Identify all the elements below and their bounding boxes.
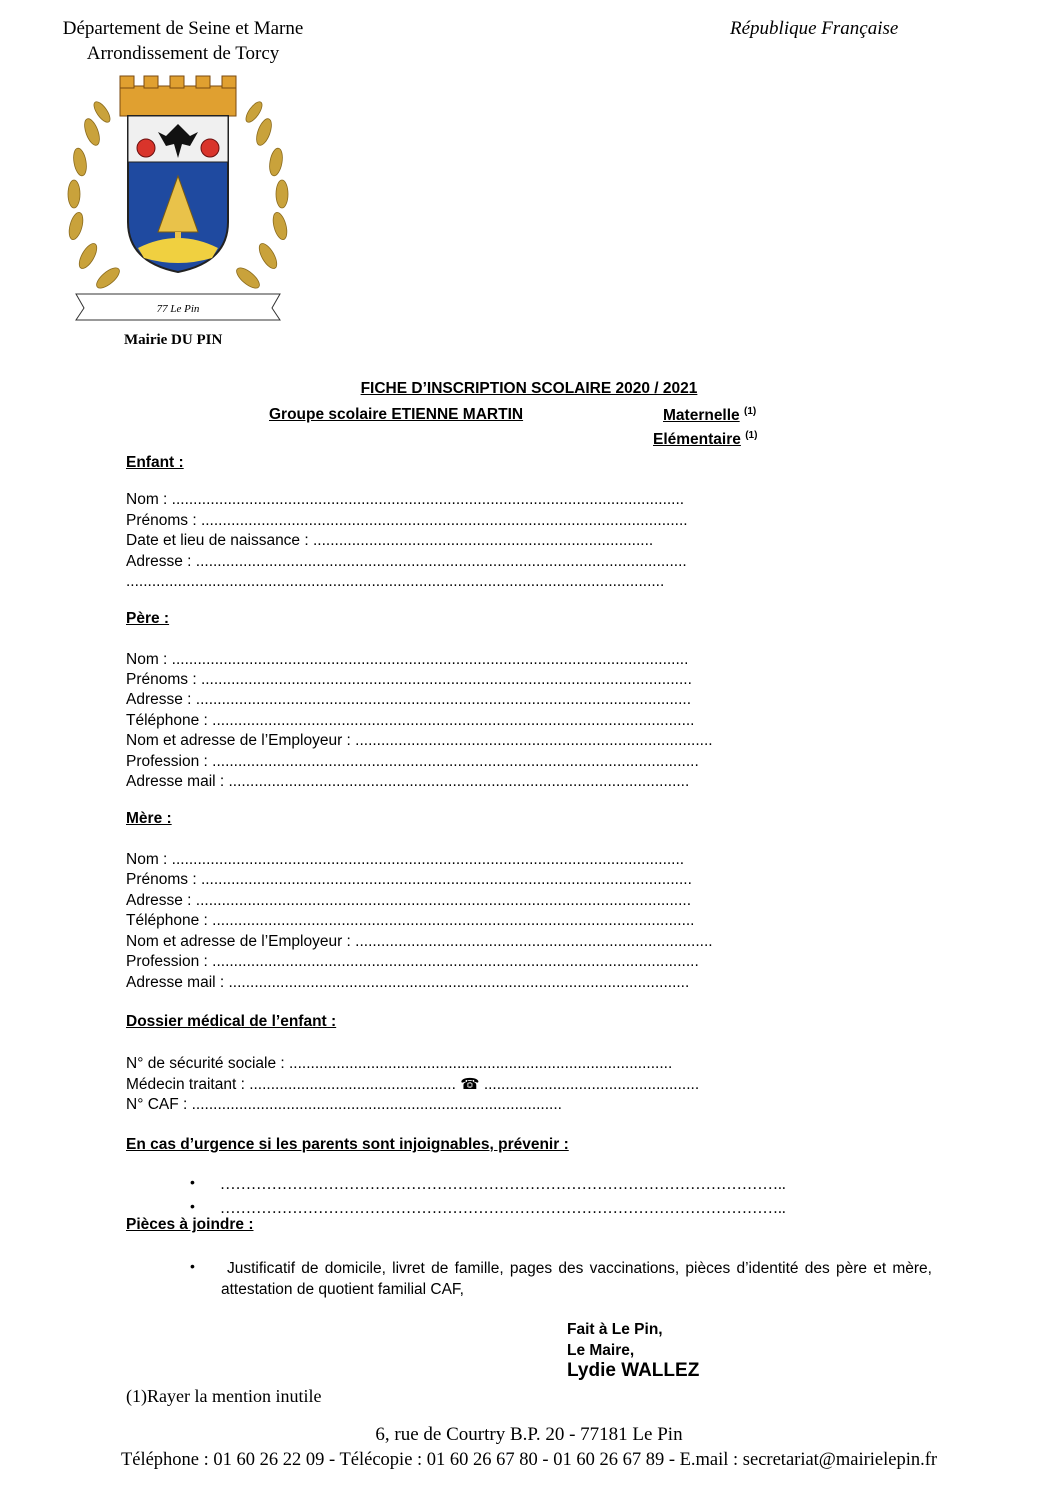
crest-logo [62, 72, 294, 322]
signature-name: Lydie WALLEZ [567, 1360, 700, 1381]
mere-mail-field[interactable]: Adresse mail : ........................................................................................................... [126, 974, 690, 991]
pere-employeur-field[interactable]: Nom et adresse de l’Employeur : ................................................................................... [126, 732, 713, 749]
caf-field[interactable]: N° CAF : ...................................................................................... [126, 1096, 562, 1113]
mere-telephone-field[interactable]: Téléphone : ................................................................................................................ [126, 912, 695, 929]
elementaire-option: Elémentaire $^{(1)}$ [653, 430, 758, 449]
pere-prenoms-field[interactable]: Prénoms : .................................................................................................................. [126, 671, 692, 688]
mere-adresse-field[interactable]: Adresse : ................................................................................................................... [126, 892, 692, 909]
footnote-mark: (1) [743, 406, 757, 417]
footer-contact: Téléphone : 01 60 26 22 09 - Télécopie : 01 60 26 67 80 - 01 60 26 67 89 - E.mail : secretariat@mairielepin.fr [120, 1450, 938, 1470]
school-group: Groupe scolaire ETIENNE MARTIN [269, 406, 524, 423]
section-enfant: Enfant : [126, 454, 184, 471]
bullet: • [190, 1198, 195, 1214]
pieces-list: Justificatif de domicile, livret de famille, pages des vaccinations, pièces d’identité des père et mère, attestation de quotient familial CAF, [221, 1260, 932, 1298]
section-urgence: En cas d’urgence si les parents sont injoignables, prévenir : [126, 1136, 569, 1153]
enfant-naissance-field[interactable]: Date et lieu de naissance : ............................................................................... [126, 532, 654, 549]
bullet: • [190, 1258, 195, 1274]
mere-prenoms-field[interactable]: Prénoms : .................................................................................................................. [126, 871, 692, 888]
enfant-adresse-field[interactable]: Adresse : .................................................................................................................. [126, 553, 687, 570]
form-title: FICHE D’INSCRIPTION SCOLAIRE 2020 / 2021 [360, 380, 698, 397]
footnote-mark: (1) [745, 430, 758, 441]
mere-nom-field[interactable]: Nom : ....................................................................................................................... [126, 851, 685, 868]
medecin-field[interactable]: Médecin traitant : ................................................ ☎ .................................................. [126, 1076, 700, 1093]
pere-mail-field[interactable]: Adresse mail : ........................................................................................................... [126, 773, 690, 790]
section-pieces: Pièces à joindre : [126, 1216, 254, 1233]
department-line: Département de Seine et Marne [62, 18, 304, 39]
maternelle-option: Maternelle $^{(1)}$ [663, 406, 757, 425]
section-pere: Père : [126, 610, 170, 627]
crest-ribbon-text: 77 Le Pin [156, 303, 200, 315]
urgence-contact-1[interactable]: ……………………………………………………………………………………………….. [220, 1176, 786, 1193]
section-medical: Dossier médical de l’enfant : [126, 1013, 337, 1030]
enfant-prenoms-field[interactable]: Prénoms : ................................................................................................................. [126, 512, 688, 529]
footer-address: 6, rue de Courtry B.P. 20 - 77181 Le Pin [375, 1424, 683, 1445]
enfant-nom-field[interactable]: Nom : ....................................................................................................................... [126, 491, 685, 508]
signature-title: Le Maire, [567, 1342, 635, 1359]
secu-field[interactable]: N° de sécurité sociale : ......................................................................................... [126, 1055, 673, 1072]
pere-telephone-field[interactable]: Téléphone : ................................................................................................................ [126, 712, 695, 729]
bullet: • [190, 1174, 195, 1190]
pere-nom-field[interactable]: Nom : ........................................................................................................................ [126, 651, 689, 668]
enfant-adresse2-field[interactable]: ............................................................................................................................. [126, 573, 665, 590]
republic-label: République Française [730, 18, 899, 39]
urgence-contact-2[interactable]: ……………………………………………………………………………………………….. [220, 1200, 786, 1217]
signature-place: Fait à Le Pin, [567, 1321, 663, 1338]
footnote: (1)Rayer la mention inutile [126, 1386, 322, 1406]
pere-adresse-field[interactable]: Adresse : ................................................................................................................... [126, 691, 692, 708]
mairie-label: Mairie DU PIN [124, 332, 223, 348]
arrondissement-line: Arrondissement de Torcy [86, 43, 280, 64]
mere-employeur-field[interactable]: Nom et adresse de l’Employeur : ................................................................................... [126, 933, 713, 950]
section-mere: Mère : [126, 810, 172, 827]
mere-profession-field[interactable]: Profession : ................................................................................................................. [126, 953, 699, 970]
pere-profession-field[interactable]: Profession : ................................................................................................................. [126, 753, 699, 770]
